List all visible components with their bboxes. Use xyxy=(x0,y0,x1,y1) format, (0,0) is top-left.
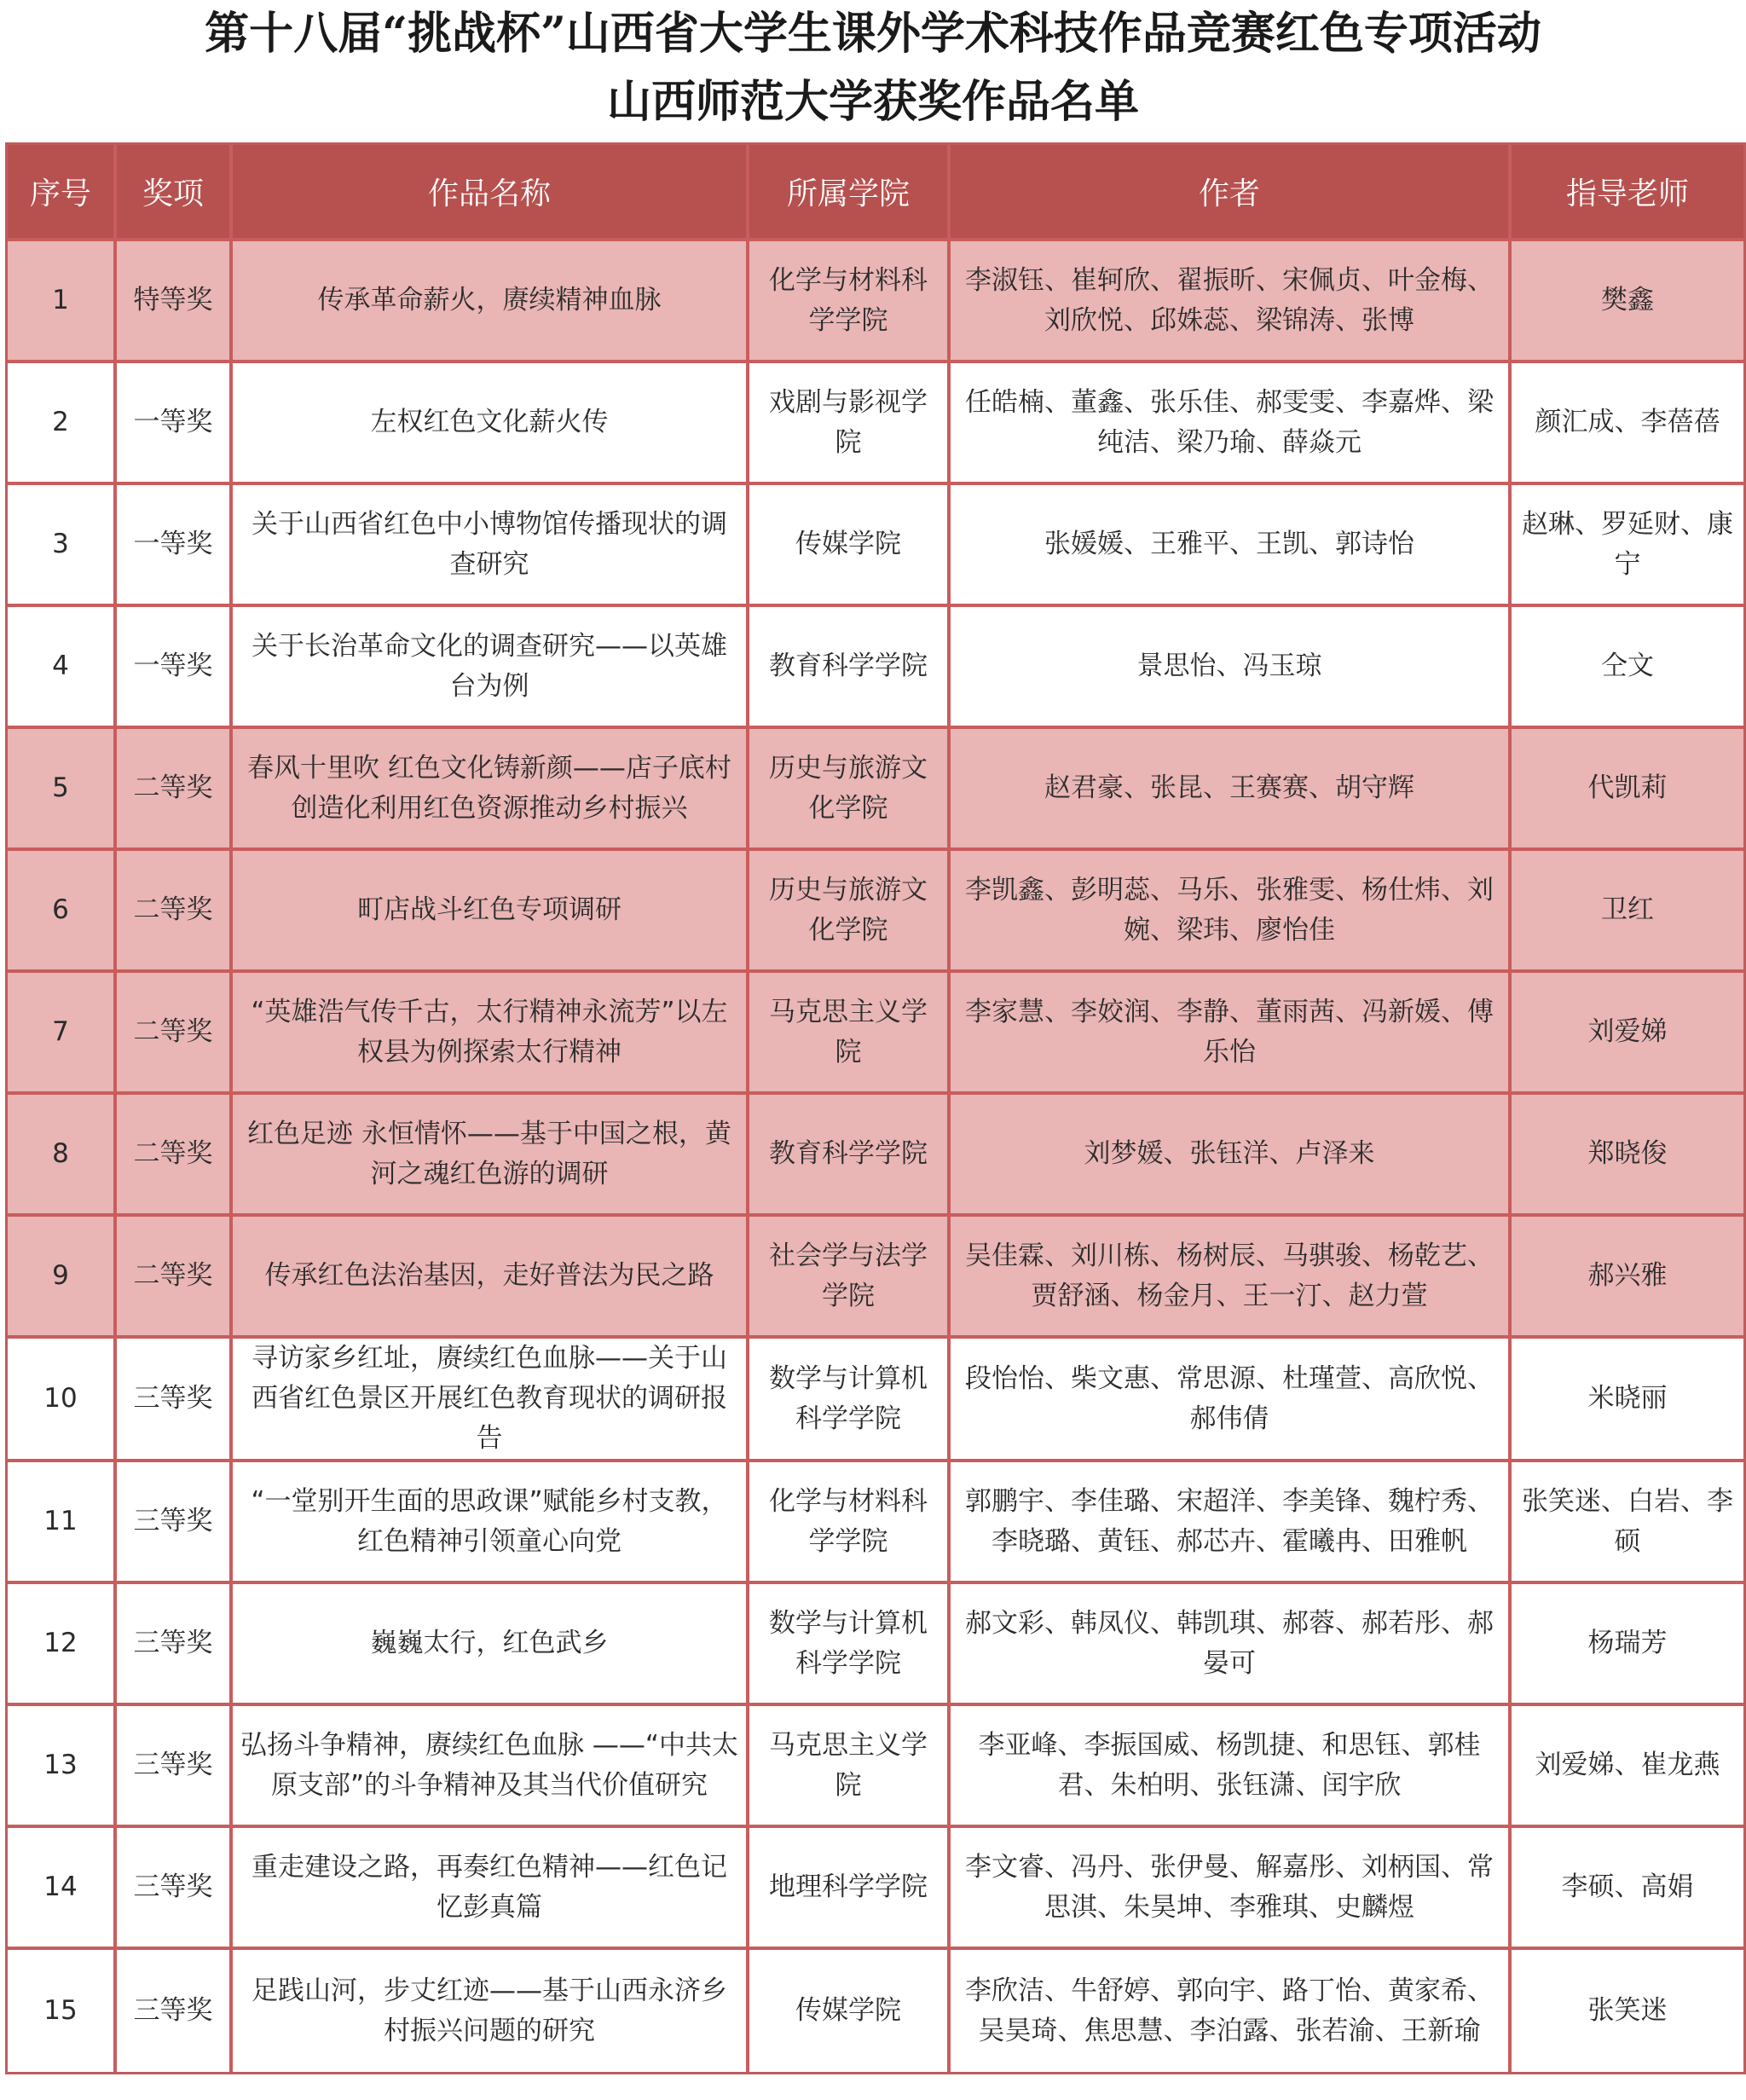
cell-name: 左权红色文化薪火传 xyxy=(233,363,749,485)
cell-authors: 李欣洁、牛舒婷、郭向宇、路丁怡、黄家希、吴昊琦、焦思慧、李泊露、张若渝、王新瑜 xyxy=(951,1950,1512,2072)
cell-name: 町店战斗红色专项调研 xyxy=(233,851,749,973)
cell-college: 马克思主义学院 xyxy=(749,1706,951,1828)
cell-college: 传媒学院 xyxy=(749,1950,951,2072)
cell-award: 三等奖 xyxy=(117,1828,233,1950)
cell-authors: 李凯鑫、彭明蕊、马乐、张雅雯、杨仕炜、刘婉、梁玮、廖怡佳 xyxy=(951,851,1512,973)
cell-award: 三等奖 xyxy=(117,1950,233,2072)
table-row xyxy=(8,729,1743,851)
cell-name: 春风十里吹 红色文化铸新颜——店子底村创造化利用红色资源推动乡村振兴 xyxy=(233,729,749,851)
cell-no: 11 xyxy=(8,1462,117,1584)
table-row xyxy=(8,1217,1743,1339)
cell-name: “一堂别开生面的思政课”赋能乡村支教，红色精神引领童心向党 xyxy=(233,1462,749,1584)
cell-name: 关于长治革命文化的调查研究——以英雄台为例 xyxy=(233,607,749,729)
column-header-no: 序号 xyxy=(8,145,117,241)
table-row xyxy=(8,973,1743,1095)
cell-award: 三等奖 xyxy=(117,1584,233,1706)
cell-advisor: 刘爱娣 xyxy=(1512,973,1743,1095)
page-subtitle: 山西师范大学获奖作品名单 xyxy=(606,76,1139,128)
cell-no: 7 xyxy=(8,973,117,1095)
table-header-row xyxy=(8,145,1743,241)
cell-authors: 李文睿、冯丹、张伊曼、解嘉彤、刘柄国、常思淇、朱昊坤、李雅琪、史麟煜 xyxy=(951,1828,1512,1950)
cell-college: 历史与旅游文化学院 xyxy=(749,851,951,973)
cell-college: 数学与计算机科学学院 xyxy=(749,1339,951,1462)
cell-authors: 景思怡、冯玉琼 xyxy=(951,607,1512,729)
table-row xyxy=(8,1095,1743,1217)
table-row xyxy=(8,851,1743,973)
cell-college: 地理科学学院 xyxy=(749,1828,951,1950)
cell-no: 12 xyxy=(8,1584,117,1706)
cell-no: 9 xyxy=(8,1217,117,1339)
cell-name: 传承革命薪火，赓续精神血脉 xyxy=(233,241,749,363)
cell-no: 1 xyxy=(8,241,117,363)
cell-award: 二等奖 xyxy=(117,1095,233,1217)
cell-authors: 任皓楠、董鑫、张乐佳、郝雯雯、李嘉烨、梁纯洁、梁乃瑜、薛焱元 xyxy=(951,363,1512,485)
cell-advisor: 李硕、高娟 xyxy=(1512,1828,1743,1950)
cell-award: 二等奖 xyxy=(117,729,233,851)
cell-no: 14 xyxy=(8,1828,117,1950)
cell-award: 三等奖 xyxy=(117,1462,233,1584)
table-row xyxy=(8,1706,1743,1828)
table-row xyxy=(8,1584,1743,1706)
cell-authors: 李家慧、李姣润、李静、董雨茜、冯新媛、傅乐怡 xyxy=(951,973,1512,1095)
cell-college: 化学与材料科学学院 xyxy=(749,241,951,363)
cell-name: 寻访家乡红址，赓续红色血脉——关于山西省红色景区开展红色教育现状的调研报告 xyxy=(233,1339,749,1462)
cell-award: 特等奖 xyxy=(117,241,233,363)
table-row xyxy=(8,485,1743,607)
cell-college: 教育科学学院 xyxy=(749,607,951,729)
cell-award: 二等奖 xyxy=(117,1217,233,1339)
cell-authors: 郝文彩、韩凤仪、韩凯琪、郝蓉、郝若彤、郝晏可 xyxy=(951,1584,1512,1706)
cell-award: 一等奖 xyxy=(117,363,233,485)
table-row xyxy=(8,1950,1743,2072)
cell-name: 足践山河，步丈红迹——基于山西永济乡村振兴问题的研究 xyxy=(233,1950,749,2072)
cell-advisor: 卫红 xyxy=(1512,851,1743,973)
table-row xyxy=(8,1462,1743,1584)
cell-award: 三等奖 xyxy=(117,1706,233,1828)
cell-authors: 李淑钰、崔轲欣、翟振昕、宋佩贞、叶金梅、刘欣悦、邱姝蕊、梁锦涛、张博 xyxy=(951,241,1512,363)
cell-no: 13 xyxy=(8,1706,117,1828)
cell-award: 一等奖 xyxy=(117,607,233,729)
cell-name: 重走建设之路，再奏红色精神——红色记忆彭真篇 xyxy=(233,1828,749,1950)
cell-name: 巍巍太行，红色武乡 xyxy=(233,1584,749,1706)
cell-name: “英雄浩气传千古，太行精神永流芳”以左权县为例探索太行精神 xyxy=(233,973,749,1095)
cell-award: 一等奖 xyxy=(117,485,233,607)
column-header-authors: 作者 xyxy=(951,145,1512,241)
cell-advisor: 代凯莉 xyxy=(1512,729,1743,851)
table-row xyxy=(8,1828,1743,1950)
cell-advisor: 张笑迷、白岩、李硕 xyxy=(1512,1462,1743,1584)
cell-college: 化学与材料科学学院 xyxy=(749,1462,951,1584)
cell-advisor: 郝兴雅 xyxy=(1512,1217,1743,1339)
cell-name: 弘扬斗争精神，赓续红色血脉 ——“中共太原支部”的斗争精神及其当代价值研究 xyxy=(233,1706,749,1828)
cell-advisor: 赵琳、罗延财、康宁 xyxy=(1512,485,1743,607)
cell-advisor: 张笑迷 xyxy=(1512,1950,1743,2072)
cell-college: 历史与旅游文化学院 xyxy=(749,729,951,851)
cell-authors: 赵君豪、张昆、王赛赛、胡守辉 xyxy=(951,729,1512,851)
cell-college: 戏剧与影视学院 xyxy=(749,363,951,485)
cell-name: 关于山西省红色中小博物馆传播现状的调查研究 xyxy=(233,485,749,607)
page-header xyxy=(0,0,1746,132)
cell-name: 红色足迹 永恒情怀——基于中国之根，黄河之魂红色游的调研 xyxy=(233,1095,749,1217)
table-row xyxy=(8,363,1743,485)
table-row xyxy=(8,1339,1743,1462)
column-header-college: 所属学院 xyxy=(749,145,951,241)
cell-college: 马克思主义学院 xyxy=(749,973,951,1095)
cell-authors: 郭鹏宇、李佳璐、宋超洋、李美锋、魏柠秀、李晓璐、黄钰、郝芯卉、霍曦冉、田雅帆 xyxy=(951,1462,1512,1584)
cell-advisor: 刘爱娣、崔龙燕 xyxy=(1512,1706,1743,1828)
cell-college: 社会学与法学学院 xyxy=(749,1217,951,1339)
cell-no: 2 xyxy=(8,363,117,485)
cell-no: 10 xyxy=(8,1339,117,1462)
column-header-name: 作品名称 xyxy=(233,145,749,241)
page-title: 第十八届“挑战杯”山西省大学生课外学术科技作品竞赛红色专项活动 xyxy=(205,8,1541,60)
cell-authors: 李亚峰、李振国威、杨凯捷、和思钰、郭桂君、朱柏明、张钰潇、闰宇欣 xyxy=(951,1706,1512,1828)
table-row xyxy=(8,241,1743,363)
cell-award: 二等奖 xyxy=(117,973,233,1095)
cell-college: 传媒学院 xyxy=(749,485,951,607)
table-row xyxy=(8,607,1743,729)
cell-advisor: 杨瑞芳 xyxy=(1512,1584,1743,1706)
cell-advisor: 仝文 xyxy=(1512,607,1743,729)
cell-advisor: 米晓丽 xyxy=(1512,1339,1743,1462)
column-header-advisor: 指导老师 xyxy=(1512,145,1743,241)
cell-award: 三等奖 xyxy=(117,1339,233,1462)
awards-table xyxy=(5,142,1746,2074)
cell-authors: 吴佳霖、刘川栋、杨树辰、马骐骏、杨乾艺、贾舒涵、杨金月、王一汀、赵力萱 xyxy=(951,1217,1512,1339)
column-header-award: 奖项 xyxy=(117,145,233,241)
cell-college: 教育科学学院 xyxy=(749,1095,951,1217)
cell-no: 6 xyxy=(8,851,117,973)
cell-authors: 段怡怡、柴文惠、常思源、杜瑾萱、高欣悦、郝伟倩 xyxy=(951,1339,1512,1462)
cell-no: 8 xyxy=(8,1095,117,1217)
cell-no: 3 xyxy=(8,485,117,607)
cell-authors: 刘梦媛、张钰洋、卢泽来 xyxy=(951,1095,1512,1217)
cell-advisor: 郑晓俊 xyxy=(1512,1095,1743,1217)
cell-advisor: 颜汇成、李蓓蓓 xyxy=(1512,363,1743,485)
cell-no: 5 xyxy=(8,729,117,851)
cell-advisor: 樊鑫 xyxy=(1512,241,1743,363)
cell-no: 4 xyxy=(8,607,117,729)
cell-name: 传承红色法治基因，走好普法为民之路 xyxy=(233,1217,749,1339)
cell-award: 二等奖 xyxy=(117,851,233,973)
cell-college: 数学与计算机科学学院 xyxy=(749,1584,951,1706)
cell-no: 15 xyxy=(8,1950,117,2072)
cell-authors: 张媛媛、王雅平、王凯、郭诗怡 xyxy=(951,485,1512,607)
